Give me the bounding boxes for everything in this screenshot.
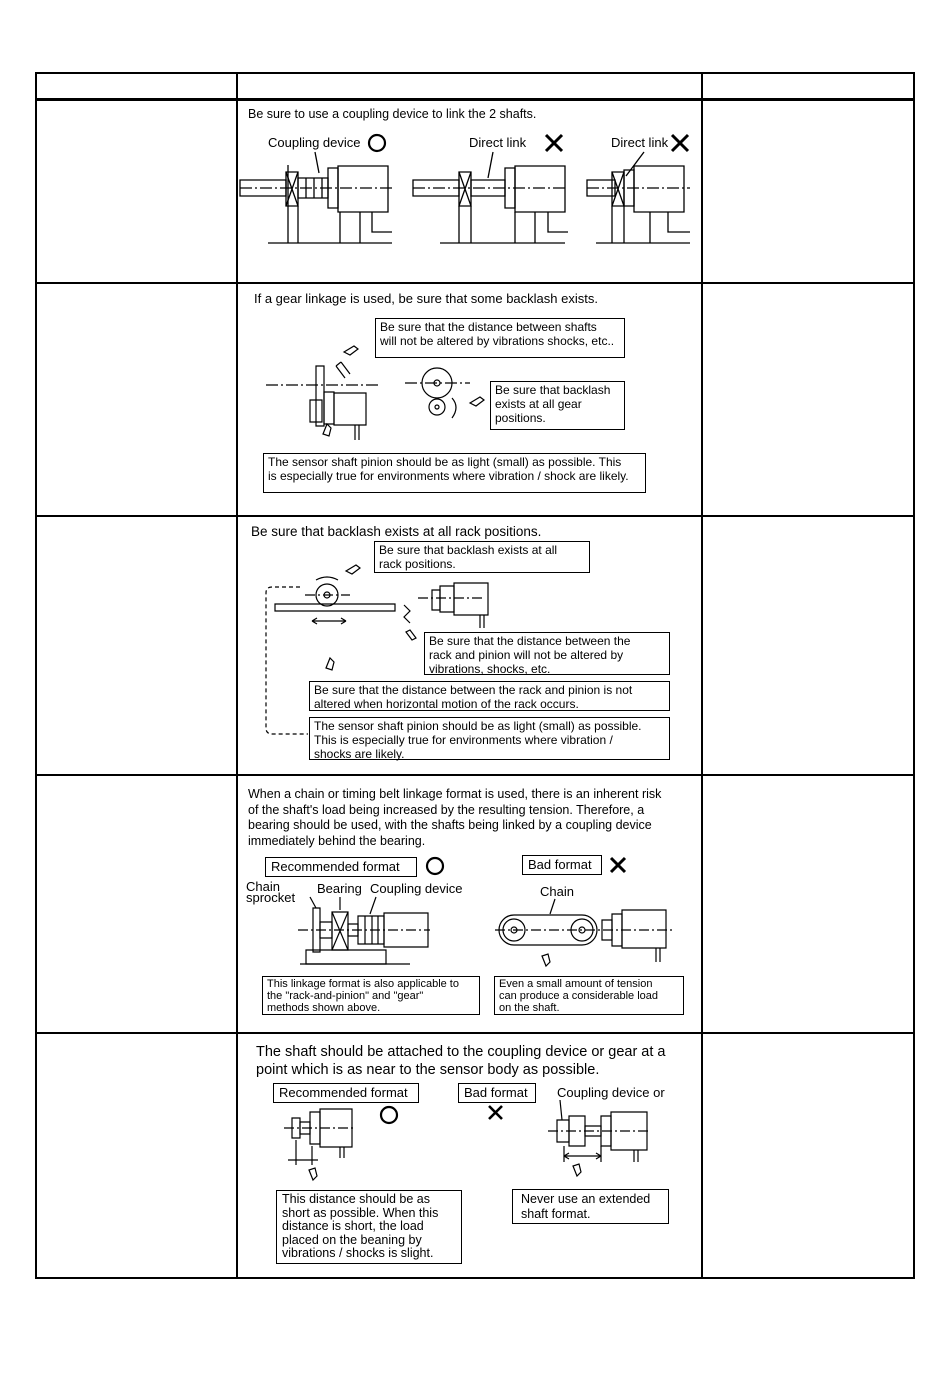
note-line: on the shaft. — [499, 1002, 560, 1014]
direct-link-label-2: Direct link — [611, 135, 669, 150]
intro-line: bearing should be used, with the shafts being linked by a coupling device — [248, 818, 652, 832]
coupling-or-label: Coupling device or — [557, 1085, 665, 1100]
title-line: The shaft should be attached to the coupling device or gear at a — [256, 1044, 666, 1060]
gear-section-title: If a gear linkage is used, be sure that some backlash exists. — [254, 291, 598, 306]
intro-line: immediately behind the bearing. — [248, 833, 426, 848]
note-line: Be sure that backlash exists at all — [379, 543, 558, 557]
note-line: distance is short, the load — [282, 1219, 424, 1233]
note-line: The sensor shaft pinion should be as light (small) as possible. This — [268, 455, 622, 469]
note-line: is especially true for environments where vibration / shock are likely. — [268, 469, 629, 484]
coupling-device-label: Coupling device — [268, 135, 361, 150]
note-line: This is especially true for environments where vibration / — [314, 733, 613, 748]
note-line: This distance should be as — [282, 1192, 431, 1206]
coupling-device-label: Coupling device — [370, 881, 463, 896]
chain-label: Chain — [540, 884, 574, 899]
note-line: the "rack-and-pinion" and "gear" — [267, 990, 424, 1002]
label-text: Recommended format — [271, 859, 400, 874]
note-line: shaft format. — [521, 1207, 591, 1221]
note-line: rack and pinion will not be altered by — [429, 648, 624, 663]
pointing-hand-icon — [573, 1164, 581, 1176]
note-line: Even a small amount of tension — [499, 978, 653, 990]
note-line: will not be altered by vibrations shocks, etc.. — [380, 334, 615, 349]
note-line: positions. — [495, 411, 546, 426]
note-line: The sensor shaft pinion should be as light (small) as possible. — [314, 719, 642, 733]
note-line: Be sure that the distance between shafts — [380, 320, 597, 334]
rack-section-title: Be sure that backlash exists at all rack positions. — [251, 524, 542, 539]
note-line: short as possible. When this — [282, 1205, 439, 1220]
note-line: This linkage format is also applicable to — [267, 978, 459, 990]
note-line: vibrations, shocks, etc. — [429, 662, 551, 677]
note-line: placed on the beaning by — [282, 1232, 422, 1247]
note-line: shocks are likely. — [314, 747, 405, 762]
note-line: Be sure that backlash — [495, 383, 611, 397]
note-line: Be sure that the distance between the — [429, 634, 631, 648]
pointing-hand-icon — [309, 1168, 317, 1180]
direct-link-label-1: Direct link — [469, 135, 527, 150]
note-line: Never use an extended — [521, 1192, 651, 1206]
note-line: vibrations / shocks is slight. — [282, 1246, 434, 1260]
note-line: Be sure that the distance between the rack and pinion is not — [314, 683, 633, 697]
label-line: Chain — [246, 879, 280, 894]
bearing-label: Bearing — [317, 881, 362, 896]
intro-line: When a chain or timing belt linkage format is used, there is an inherent risk — [248, 787, 662, 801]
label-text: Bad format — [464, 1085, 528, 1100]
label-text: Recommended format — [279, 1085, 408, 1100]
label-line: sprocket — [246, 890, 296, 905]
note-line: rack positions. — [379, 557, 456, 572]
note-line: exists at all gear — [495, 397, 582, 412]
ng-cross-icon — [489, 1106, 502, 1119]
note-line: altered when horizontal motion of the rack occurs. — [314, 697, 579, 712]
title-line: point which is as near to the sensor body as possible. — [256, 1062, 600, 1078]
label-text: Bad format — [528, 857, 592, 872]
intro-line: of the shaft's load being increased by the resulting tension. Therefore, a — [248, 802, 645, 817]
coupling-section-title: Be sure to use a coupling device to link the 2 shafts. — [248, 107, 537, 121]
note-line: can produce a considerable load — [499, 990, 659, 1002]
ok-circle-icon — [381, 1107, 397, 1123]
note-line: methods shown above. — [267, 1002, 381, 1014]
